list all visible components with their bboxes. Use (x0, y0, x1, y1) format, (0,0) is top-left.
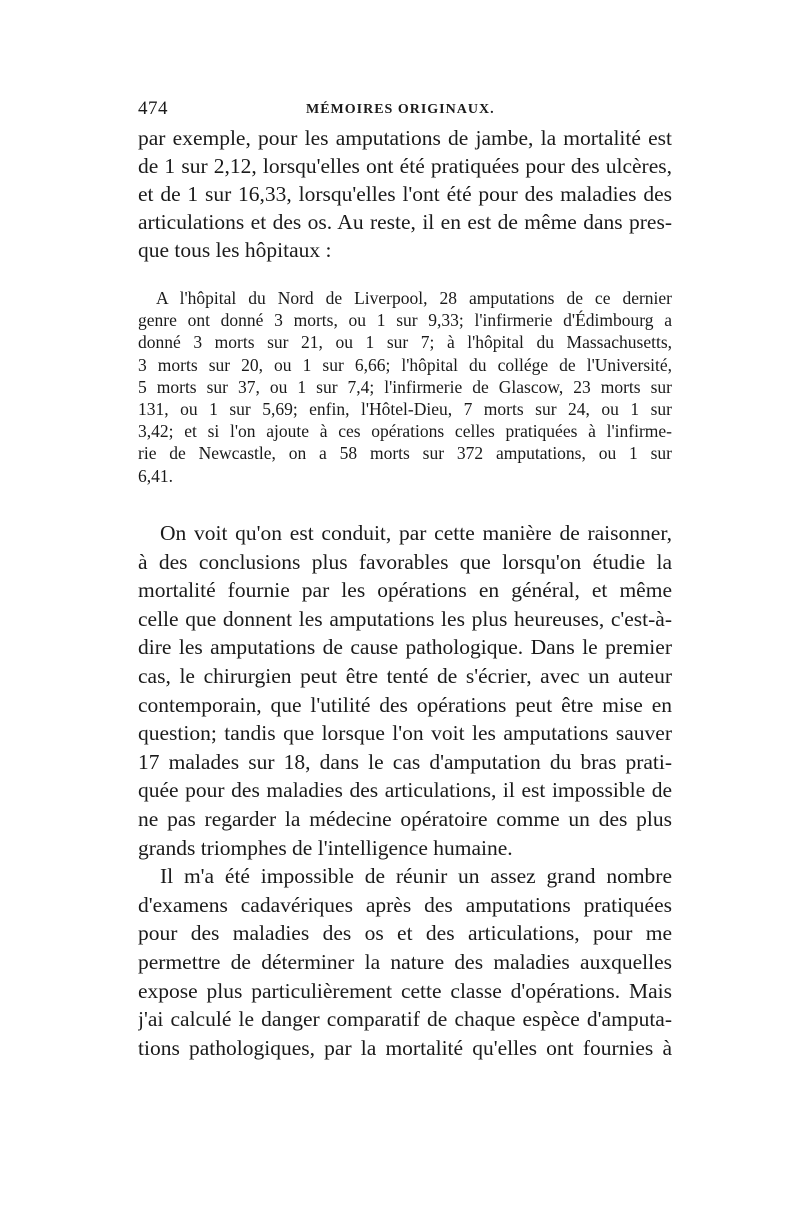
text-line: cas, le chirurgien peut être tenté de s'écrier, avec un auteur (138, 663, 672, 688)
text-line: permettre de déterminer la nature des maladies auxquelles (138, 949, 672, 974)
paragraph-conclusions (138, 519, 672, 1062)
text-line: genre ont donné 3 morts, ou 1 sur 9,33; l'infirmerie d'Édimbourg a (138, 310, 672, 331)
text-line: contemporain, que l'utilité des opérations peut être mise en (138, 692, 672, 717)
running-head (138, 98, 672, 124)
text-line: par exemple, pour les amputations de jambe, la mortalité est (138, 126, 672, 150)
text-line: quée pour des maladies des articulations, il est impossible de (138, 778, 672, 803)
text-line: à des conclusions plus favorables que lorsqu'on étudie la (138, 549, 672, 574)
text-line: donné 3 morts sur 21, ou 1 sur 7; à l'hôpital du Massachusetts, (138, 332, 672, 353)
text-line: tions pathologiques, par la mortalité qu'elles ont fournies à (138, 1035, 672, 1060)
text-line: mortalité fournie par les opérations en général, et même (138, 578, 672, 603)
text-line: Il m'a été impossible de réunir un assez grand nombre (160, 864, 672, 889)
text-line: ne pas regarder la médecine opératoire comme un des plus (138, 806, 672, 831)
text-line: dire les amputations de cause pathologique. Dans le premier (138, 635, 672, 660)
text-line: celle que donnent les amputations les plus heureuses, c'est-à- (138, 606, 672, 631)
text-line: 5 morts sur 37, ou 1 sur 7,4; l'infirmerie de Glascow, 23 morts sur (138, 376, 672, 397)
text-line: de 1 sur 2,12, lorsqu'elles ont été pratiquées pour des ulcères, (138, 154, 672, 178)
paragraph-intro (138, 124, 672, 264)
text-line: question; tandis que lorsque l'on voit les amputations sauver (138, 721, 672, 746)
text-line: 131, ou 1 sur 5,69; enfin, l'Hôtel-Dieu, 7 morts sur 24, ou 1 sur (138, 398, 672, 419)
text-line: grands triomphes de l'intelligence humaine. (138, 835, 513, 860)
text-line: expose plus particulièrement cette classe d'opérations. Mais (138, 978, 672, 1003)
text-line: 3,42; et si l'on ajoute à ces opérations celles pratiquées à l'infirme- (138, 421, 672, 442)
text-line: rie de Newcastle, on a 58 morts sur 372 amputations, ou 1 sur (138, 443, 672, 464)
text-line: 17 malades sur 18, dans le cas d'amputation du bras prati- (138, 749, 672, 774)
text-line: et de 1 sur 16,33, lorsqu'elles l'ont été pour des maladies des (138, 182, 672, 206)
text-line: A l'hôpital du Nord de Liverpool, 28 amputations de ce dernier (156, 288, 672, 308)
text-line: que tous les hôpitaux : (138, 238, 332, 262)
text-line: j'ai calculé le danger comparatif de chaque espèce d'amputa- (138, 1007, 672, 1032)
text-line: On voit qu'on est conduit, par cette manière de raisonner, (160, 521, 672, 545)
paragraph-hospital-statistics (138, 287, 672, 487)
running-title: MÉMOIRES ORIGINAUX. (306, 102, 495, 117)
page-number: 474 (138, 98, 168, 119)
text-line: 6,41. (138, 465, 173, 486)
text-line: articulations et des os. Au reste, il en est de même dans pres- (138, 210, 672, 234)
text-line: pour des maladies des os et des articulations, pour me (138, 921, 672, 946)
text-line: d'examens cadavériques après des amputations pratiquées (138, 892, 672, 917)
text-line: 3 morts sur 20, ou 1 sur 6,66; l'hôpital du collége de l'Université, (138, 354, 672, 375)
